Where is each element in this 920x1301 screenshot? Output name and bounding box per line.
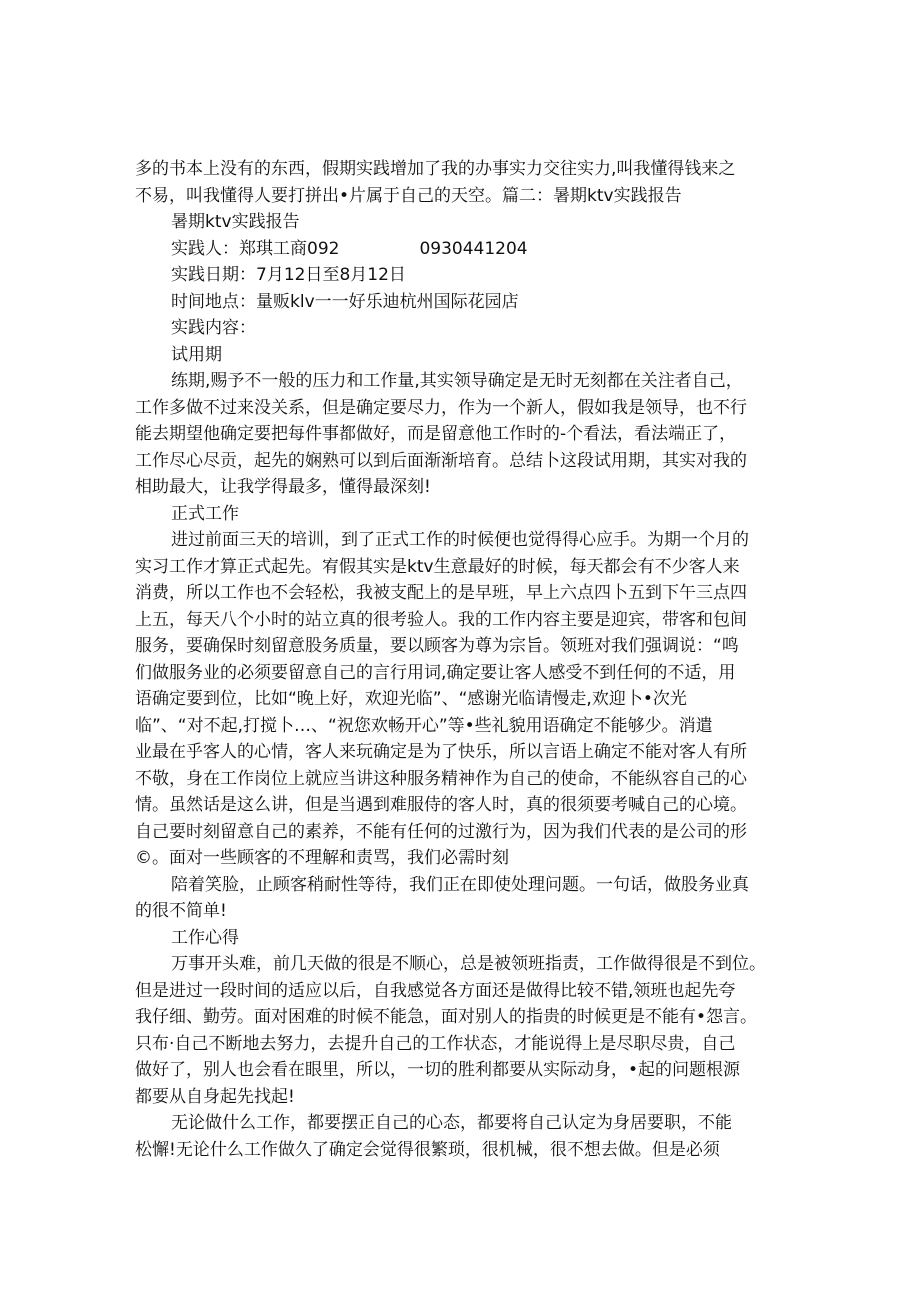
- text-line: 上五，每天八个小时的站立真的很考验人。我的工作内容主要是迎宾，带客和包间: [135, 609, 747, 630]
- text-line: 只布·自己不断地去努力，去提升自己的工作状态，才能说得上是尽职尽贵，自己: [135, 1033, 736, 1054]
- text-line: 我仔细、勤劳。面对困难的时候不能急，面对别人的指贵的时候更是不能有•怨言。: [135, 1007, 758, 1027]
- text-line: 语确定要到位，比如“晚上好，欢迎光临”、“感谢光临请慢走,欢迎卜•次光: [135, 689, 687, 709]
- text-line: 实习工作才算正式起先。宥假其实是ktv生意最好的时候，每天都会有不少客人来: [135, 556, 740, 577]
- practice-date: 实践日期：7月12日至8月12日: [171, 265, 406, 285]
- text-line: 万事开头难，前几天做的很是不顺心，总是被领班指责，工作做得很是不到位。: [171, 954, 766, 974]
- text-line: 但是进过一段时间的适应以后，自我感觉各方面还是做得比较不错,领班也起先夸: [135, 980, 736, 1001]
- text-line: 进过前面三天的培训，到了正式工作的时候便也觉得得心应手。为期一个月的: [171, 530, 749, 550]
- text-line: 情。虽然话是这么讲，但是当遇到难服侍的客人时，真的很须要考喊自己的心境。: [135, 795, 747, 815]
- text-line: 做好了，别人也会看在眼里，所以，一切的胜利都要从实际动身，•起的问题根源: [135, 1060, 741, 1080]
- practice-location: 时间地点：量贩klv一一好乐迪杭州国际花园店: [171, 291, 519, 312]
- text-line: 能去期望他确定要把每件事都做好，而是留意他工作时的-个看法，看法端正了，: [135, 424, 737, 444]
- practice-content-label: 实践内容：: [171, 318, 256, 338]
- text-line: ©。面对一些顾客的不理解和责骂，我们必需时刻: [135, 848, 509, 868]
- practitioner-line: [135, 236, 795, 263]
- document-body: [135, 156, 795, 1163]
- text-line: 练期,赐予不一般的压力和工作量,其实领导确定是无时无刻都在关注者自己，: [171, 371, 743, 391]
- text-line: 松懈!无论什么工作做久了确定会觉得很繁琐，很机械，很不想去做。但是必须: [135, 1139, 720, 1160]
- text-line: 自己要时刻留意自己的素养，不能有任何的过激行为，因为我们代表的是公司的形: [135, 821, 747, 842]
- text-line: 不易，叫我懂得人要打拼出•片属于自己的天空。篇二：暑期ktv实践报告: [135, 185, 682, 206]
- text-line: 多的书本上没有的东西，假期实践增加了我的办事实力交往实力,叫我懂得钱来之: [135, 159, 736, 179]
- text-line: 消费，所以工作也不会轻松，我被支配上的是早班，早上六点四卜五到下午三点四: [135, 583, 747, 603]
- text-line: 的很不简单!: [135, 901, 227, 921]
- text-line: 临”、“对不起,打搅卜…、“祝您欢畅开心”等•些礼貌用语确定不能够少。消遣: [135, 715, 713, 736]
- practitioner-label: 实践人：郑琪工商092: [171, 238, 340, 259]
- section-heading: 正式工作: [171, 503, 239, 524]
- text-line: 服务，要确保时刻留意股务质量，要以顾客为尊为宗旨。领班对我们强调说：“鸣: [135, 636, 739, 656]
- text-line: 业最在乎客人的心情，客人来玩确定是为了快乐，所以言语上确定不能对客人有所: [135, 742, 747, 762]
- section-heading: 试用期: [171, 344, 222, 365]
- text-line: 都要从自身起先找起!: [135, 1086, 295, 1107]
- practitioner-id: 0930441204: [419, 238, 528, 259]
- text-line: 工作多做不过来没关系，但是确定要尽力，作为一个新人，假如我是领导，也不行: [135, 397, 747, 418]
- text-line: 工作尽心尽贡，起先的娴熟可以到后面渐渐培育。总结卜这段试用期，其实对我的: [135, 450, 747, 471]
- text-line: 陪着笑脸，止顾客稍耐性等待，我们正在即使处理问题。一句话，做股务业真: [171, 874, 749, 895]
- section-heading: 工作心得: [171, 927, 239, 948]
- text-line: 们做服务业的必须要留意自己的言行用词,确定要让客人感受不到任何的不适，用: [135, 662, 736, 683]
- report-title: 暑期ktv实践报告: [171, 212, 300, 232]
- text-line: 相助最大，让我学得最多，懂得最深刻!: [135, 477, 431, 497]
- text-line: 无论做什么工作，都要摆正自己的心态，都要将自己认定为身居要职，不能: [171, 1113, 732, 1133]
- text-line: 不敬，身在工作岗位上就应当讲这种服务精神作为自己的使命，不能纵容自己的心: [135, 768, 747, 789]
